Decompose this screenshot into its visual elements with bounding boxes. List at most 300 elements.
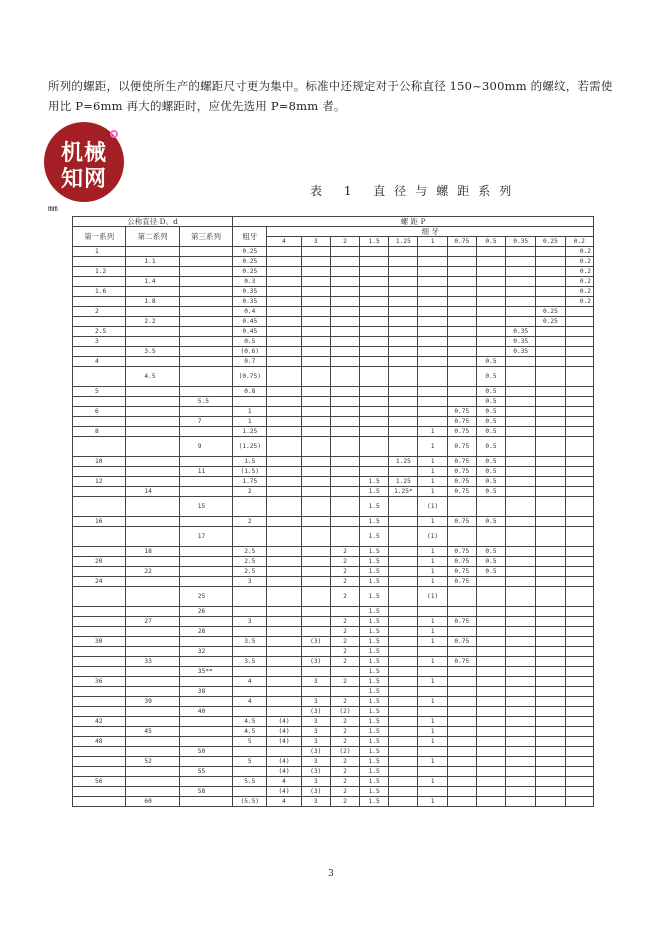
table-cell: [536, 677, 565, 687]
table-cell: [389, 747, 418, 757]
table-cell: [267, 397, 301, 407]
table-cell: [418, 607, 447, 617]
fine-pitch-header: 0.35: [506, 237, 536, 247]
table-cell: [126, 517, 179, 527]
table-cell: 1.5: [360, 527, 389, 547]
table-cell: 0.5: [476, 417, 505, 427]
table-cell: 4.5: [126, 367, 179, 387]
table-cell: [267, 317, 301, 327]
table-cell: [565, 407, 593, 417]
table-cell: [126, 287, 179, 297]
table-cell: [267, 287, 301, 297]
page-number: 3: [328, 869, 334, 879]
table-cell: [389, 777, 418, 787]
table-row: [73, 707, 594, 717]
table-row: [73, 647, 594, 657]
table-cell: [506, 677, 536, 687]
table-cell: 0.75: [447, 577, 476, 587]
table-cell: 1: [418, 457, 447, 467]
table-cell: [126, 607, 179, 617]
table-cell: [233, 587, 267, 607]
table-cell: 1: [418, 617, 447, 627]
table-cell: [418, 337, 447, 347]
table-cell: [447, 747, 476, 757]
table-cell: 4: [73, 357, 126, 367]
table-row: [73, 757, 594, 767]
table-cell: [389, 557, 418, 567]
table-cell: 2: [330, 657, 359, 667]
table-cell: 0.2: [565, 267, 593, 277]
table-row: [73, 407, 594, 417]
table-cell: [330, 407, 359, 417]
table-cell: [389, 277, 418, 287]
table-cell: [476, 687, 505, 697]
table-cell: [506, 637, 536, 647]
table-cell: [179, 777, 232, 787]
table-cell: 0.75: [447, 487, 476, 497]
table-cell: [267, 467, 301, 477]
table-cell: [565, 387, 593, 397]
table-cell: (2): [330, 747, 359, 757]
table-cell: [389, 527, 418, 547]
table-cell: 0.75: [447, 467, 476, 477]
table-cell: [301, 547, 330, 557]
table-cell: 1.5: [360, 677, 389, 687]
table-cell: [418, 417, 447, 427]
table-cell: [126, 717, 179, 727]
pitch-header: 螺 距 P: [233, 217, 594, 227]
table-cell: [126, 417, 179, 427]
table-cell: [179, 717, 232, 727]
table-cell: [418, 387, 447, 397]
table-cell: 0.2: [565, 287, 593, 297]
table-cell: 36: [73, 677, 126, 687]
fine-pitch-header: 2: [330, 237, 359, 247]
table-row: [73, 267, 594, 277]
table-cell: [565, 347, 593, 357]
table-cell: 1: [418, 677, 447, 687]
table-cell: [506, 307, 536, 317]
table-cell: [565, 627, 593, 637]
table-cell: [179, 727, 232, 737]
table-cell: [330, 477, 359, 487]
table-row: [73, 737, 594, 747]
table-cell: [565, 767, 593, 777]
table-cell: [476, 637, 505, 647]
table-cell: 0.2: [565, 297, 593, 307]
table-cell: 1.4: [126, 277, 179, 287]
table-cell: [476, 757, 505, 767]
table-cell: [418, 397, 447, 407]
table-cell: [73, 697, 126, 707]
table-cell: [179, 287, 232, 297]
table-cell: [536, 277, 565, 287]
table-cell: [565, 707, 593, 717]
table-cell: [330, 367, 359, 387]
table-cell: 1.5: [233, 457, 267, 467]
table-cell: [389, 347, 418, 357]
table-cell: 4.5: [233, 727, 267, 737]
table-cell: [565, 617, 593, 627]
table-row: [73, 567, 594, 577]
table-cell: [73, 257, 126, 267]
table-cell: [536, 457, 565, 467]
table-cell: [476, 697, 505, 707]
table-cell: [476, 797, 505, 807]
table-cell: [267, 277, 301, 287]
table-cell: [301, 337, 330, 347]
fine-pitch-header: 0.5: [476, 237, 505, 247]
table-cell: [565, 577, 593, 587]
table-cell: 1.75: [233, 477, 267, 487]
table-cell: [506, 567, 536, 577]
table-cell: 1.25*: [389, 487, 418, 497]
table-cell: [536, 657, 565, 667]
table-cell: [73, 767, 126, 777]
table-cell: [565, 687, 593, 697]
table-cell: 0.7: [233, 357, 267, 367]
table-cell: 56: [73, 777, 126, 787]
table-cell: [447, 797, 476, 807]
table-cell: [565, 677, 593, 687]
table-cell: [389, 407, 418, 417]
table-cell: 5: [233, 737, 267, 747]
table-cell: 1.1: [126, 257, 179, 267]
table-cell: [506, 627, 536, 637]
table-cell: [447, 297, 476, 307]
table-cell: [267, 567, 301, 577]
table-cell: [233, 627, 267, 637]
table-cell: [267, 337, 301, 347]
table-cell: [267, 297, 301, 307]
table-cell: [267, 347, 301, 357]
table-cell: 0.5: [476, 367, 505, 387]
table-cell: [301, 567, 330, 577]
table-cell: [565, 697, 593, 707]
table-cell: [506, 577, 536, 587]
table-cell: 0.5: [476, 407, 505, 417]
table-cell: [126, 457, 179, 467]
table-cell: [447, 347, 476, 357]
table-cell: [267, 677, 301, 687]
table-row: [73, 327, 594, 337]
table-cell: [330, 487, 359, 497]
table-cell: 1: [418, 697, 447, 707]
table-row: [73, 527, 594, 547]
table-cell: [126, 557, 179, 567]
table-cell: [126, 527, 179, 547]
table-cell: 5: [233, 757, 267, 767]
table-cell: 1: [418, 627, 447, 637]
table-cell: 1: [418, 557, 447, 567]
table-cell: [301, 287, 330, 297]
table-cell: [389, 697, 418, 707]
table-cell: [476, 627, 505, 637]
table-cell: [476, 657, 505, 667]
table-cell: [565, 487, 593, 497]
table-cell: [126, 477, 179, 487]
table-cell: [565, 777, 593, 787]
series1-header: 第一系列: [73, 227, 126, 247]
table-cell: 1.5: [360, 737, 389, 747]
table-cell: [536, 557, 565, 567]
table-cell: [418, 307, 447, 317]
table-cell: [536, 287, 565, 297]
table-cell: [233, 767, 267, 777]
table-cell: [389, 707, 418, 717]
table-cell: [447, 247, 476, 257]
table-cell: 1: [418, 467, 447, 477]
logo-text-line2: 知网: [60, 167, 107, 192]
table-cell: [179, 367, 232, 387]
logo-text-line1: 机械: [60, 141, 107, 166]
table-cell: 2.5: [73, 327, 126, 337]
table-cell: [389, 657, 418, 667]
table-cell: [389, 297, 418, 307]
table-cell: [536, 577, 565, 587]
table-row: [73, 337, 594, 347]
table-cell: [447, 527, 476, 547]
table-cell: 1: [233, 417, 267, 427]
table-cell: [179, 677, 232, 687]
table-cell: [506, 777, 536, 787]
table-cell: [301, 357, 330, 367]
table-cell: 1.5: [360, 557, 389, 567]
table-cell: [536, 267, 565, 277]
table-cell: 12: [73, 477, 126, 487]
table-cell: [267, 707, 301, 717]
table-cell: 1.5: [360, 787, 389, 797]
table-cell: [506, 757, 536, 767]
table-row: [73, 667, 594, 677]
table-cell: 1: [233, 407, 267, 417]
table-cell: [565, 517, 593, 527]
table-cell: [179, 277, 232, 287]
site-logo: [44, 122, 124, 202]
table-cell: [179, 737, 232, 747]
table-cell: 2: [233, 487, 267, 497]
table-cell: [565, 737, 593, 747]
table-cell: [476, 317, 505, 327]
table-cell: 0.75: [447, 477, 476, 487]
table-cell: 0.75: [447, 457, 476, 467]
table-cell: [536, 407, 565, 417]
table-cell: [330, 257, 359, 267]
table-cell: [179, 407, 232, 417]
table-cell: [301, 497, 330, 517]
table-cell: 25: [179, 587, 232, 607]
table-cell: 0.5: [233, 337, 267, 347]
table-cell: [330, 357, 359, 367]
table-cell: [506, 417, 536, 427]
table-cell: [476, 267, 505, 277]
table-cell: (1): [418, 497, 447, 517]
table-cell: [506, 397, 536, 407]
table-cell: [126, 767, 179, 777]
table-row: [73, 257, 594, 267]
table-cell: [565, 637, 593, 647]
table-row: [73, 557, 594, 567]
table-cell: [389, 767, 418, 777]
table-cell: [301, 277, 330, 287]
table-cell: (3): [301, 657, 330, 667]
fine-header: 细 牙: [267, 227, 594, 237]
table-cell: [565, 477, 593, 487]
table-cell: [418, 287, 447, 297]
table-cell: 0.75: [447, 517, 476, 527]
table-cell: [179, 267, 232, 277]
fine-pitch-header: 1.5: [360, 237, 389, 247]
table-cell: [565, 607, 593, 617]
table-cell: [267, 647, 301, 657]
table-cell: 24: [73, 577, 126, 587]
table-cell: [73, 657, 126, 667]
table-cell: 40: [179, 707, 232, 717]
table-cell: [536, 527, 565, 547]
table-cell: 0.75: [447, 547, 476, 557]
table-cell: [360, 247, 389, 257]
table-cell: [476, 747, 505, 757]
table-cell: [389, 397, 418, 407]
table-cell: [389, 677, 418, 687]
table-cell: 0.2: [565, 257, 593, 267]
table-cell: 0.5: [476, 467, 505, 477]
table-cell: [126, 627, 179, 637]
table-cell: [536, 707, 565, 717]
table-cell: 2: [330, 677, 359, 687]
table-cell: [418, 687, 447, 697]
table-cell: 2.5: [233, 547, 267, 557]
table-cell: [330, 267, 359, 277]
table-cell: [565, 367, 593, 387]
table-cell: 5.5: [179, 397, 232, 407]
table-cell: [536, 797, 565, 807]
table-cell: [536, 727, 565, 737]
table-cell: [301, 527, 330, 547]
intro-paragraph: 所列的螺距，以便使所生产的螺距尺寸更为集中。标准中还规定对于公称直径 150~300mm 的螺纹，若需使用比 P=6mm 再大的螺距时，应优先选用 P=8mm 者。: [48, 79, 613, 113]
table-row: [73, 617, 594, 627]
table-cell: [179, 757, 232, 767]
table-cell: [301, 517, 330, 527]
table-cell: 0.75: [447, 557, 476, 567]
table-cell: [360, 357, 389, 367]
table-cell: [565, 417, 593, 427]
table-cell: [506, 547, 536, 557]
table-cell: [536, 477, 565, 487]
table-row: [73, 727, 594, 737]
table-cell: (4): [267, 727, 301, 737]
table-cell: [267, 607, 301, 617]
table-cell: 1: [418, 487, 447, 497]
table-cell: 3: [233, 617, 267, 627]
table-cell: [506, 277, 536, 287]
table-cell: 3: [301, 757, 330, 767]
table-cell: 55: [179, 767, 232, 777]
table-cell: 52: [126, 757, 179, 767]
table-row: [73, 637, 594, 647]
table-cell: [330, 277, 359, 287]
table-cell: [330, 497, 359, 517]
table-cell: [73, 587, 126, 607]
table-cell: 1.5: [360, 667, 389, 677]
table-cell: (1): [418, 527, 447, 547]
table-cell: 1: [418, 547, 447, 557]
table-cell: 0.5: [476, 357, 505, 367]
table-cell: [330, 347, 359, 357]
table-cell: (4): [267, 787, 301, 797]
table-cell: [179, 577, 232, 587]
table-cell: 1.6: [73, 287, 126, 297]
table-cell: [301, 477, 330, 487]
table-cell: 3.5: [126, 347, 179, 357]
table-cell: [330, 437, 359, 457]
table-cell: 60: [126, 797, 179, 807]
table-cell: [126, 687, 179, 697]
table-cell: 0.8: [233, 387, 267, 397]
table-cell: [73, 417, 126, 427]
table-cell: [447, 337, 476, 347]
table-cell: [360, 307, 389, 317]
table-cell: [506, 357, 536, 367]
table-cell: [389, 797, 418, 807]
table-cell: [536, 327, 565, 337]
table-cell: [389, 757, 418, 767]
table-cell: [267, 417, 301, 427]
table-cell: [267, 697, 301, 707]
table-cell: (5.5): [233, 797, 267, 807]
table-row: [73, 477, 594, 487]
table-cell: [565, 647, 593, 657]
table-cell: 1.5: [360, 577, 389, 587]
table-cell: [536, 737, 565, 747]
table-cell: [536, 567, 565, 577]
table-cell: 3: [301, 737, 330, 747]
table-cell: [330, 287, 359, 297]
table-cell: 35**: [179, 667, 232, 677]
table-cell: [267, 667, 301, 677]
table-cell: 1.5: [360, 777, 389, 787]
table-cell: [536, 247, 565, 257]
table-cell: 11: [179, 467, 232, 477]
table-cell: (4): [267, 757, 301, 767]
table-cell: 3: [301, 677, 330, 687]
table-cell: 0.75: [447, 567, 476, 577]
table-cell: [506, 267, 536, 277]
fine-pitch-header: 0.75: [447, 237, 476, 247]
table-cell: [418, 667, 447, 677]
table-cell: [301, 437, 330, 457]
table-cell: [506, 407, 536, 417]
table-cell: [447, 767, 476, 777]
table-cell: [447, 777, 476, 787]
table-cell: 1: [418, 657, 447, 667]
table-cell: 3: [301, 697, 330, 707]
table-cell: [447, 787, 476, 797]
table-row: [73, 657, 594, 667]
table-cell: [476, 677, 505, 687]
table-cell: [267, 497, 301, 517]
table-cell: [506, 257, 536, 267]
table-cell: 2: [330, 587, 359, 607]
table-cell: [233, 687, 267, 697]
table-cell: [267, 627, 301, 637]
table-cell: [447, 737, 476, 747]
table-cell: [301, 587, 330, 607]
table-cell: [506, 697, 536, 707]
table-cell: 2: [330, 727, 359, 737]
table-cell: [418, 767, 447, 777]
table-cell: [301, 557, 330, 567]
